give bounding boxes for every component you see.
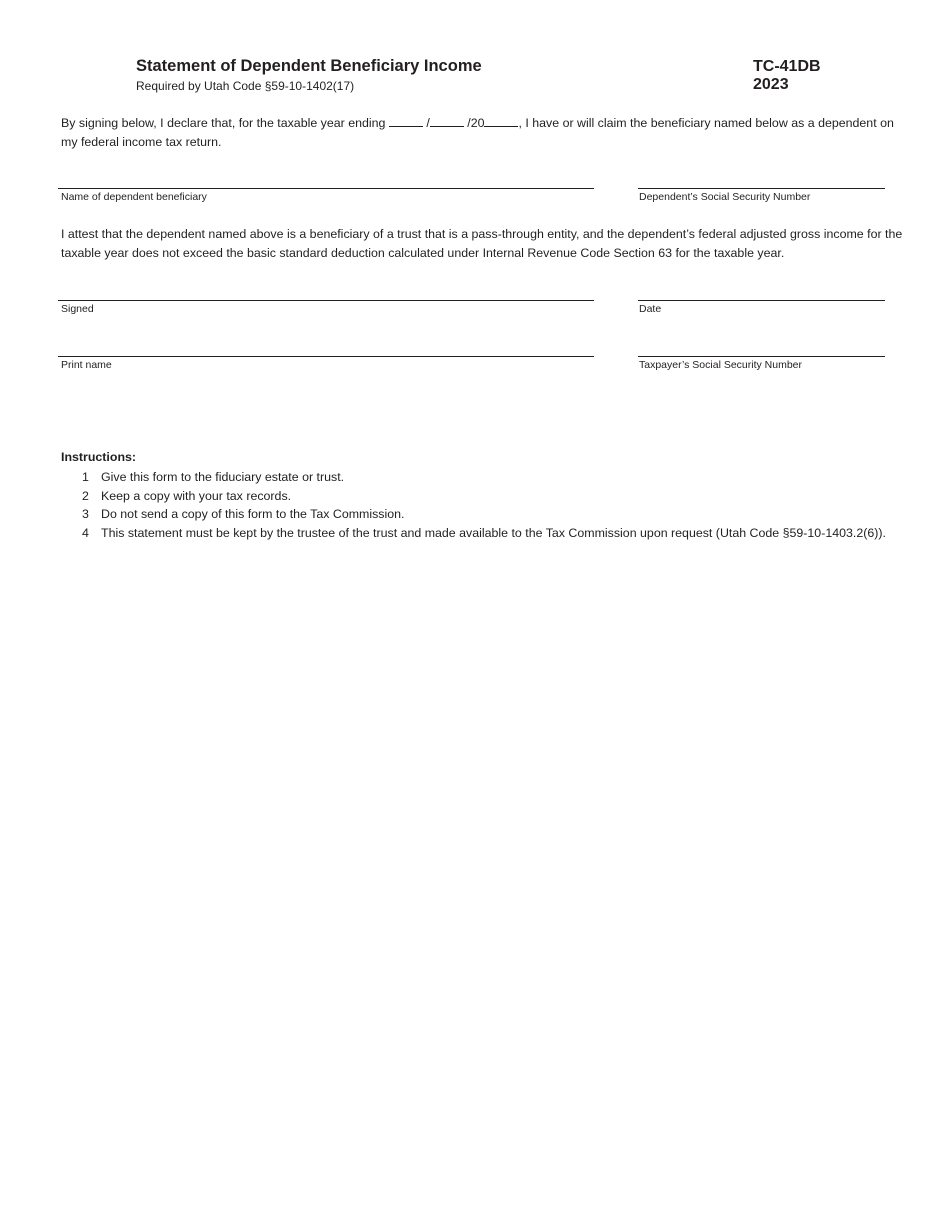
declaration-text-end: , I have or will claim the beneficiary named below as a dependent on my federal income tax return. bbox=[61, 116, 894, 149]
year-prefix: /20 bbox=[467, 116, 485, 130]
instruction-text: This statement must be kept by the trustee of the trust and made available to the Tax Commission upon request (Utah Code §59-10-1403.2(6)). bbox=[101, 525, 886, 540]
instructions-heading: Instructions: bbox=[61, 450, 137, 464]
print-name-label: Print name bbox=[61, 359, 112, 371]
instruction-number: 2 bbox=[82, 488, 89, 503]
beneficiary-name-label: Name of dependent beneficiary bbox=[61, 191, 207, 203]
form-year: 2023 bbox=[753, 76, 789, 93]
print-name-field[interactable] bbox=[58, 356, 594, 357]
dependent-ssn-label: Dependent’s Social Security Number bbox=[639, 191, 811, 203]
form-number: TC-41DB bbox=[753, 58, 821, 75]
instruction-number: 3 bbox=[82, 507, 89, 521]
taxpayer-ssn-field[interactable] bbox=[638, 356, 885, 357]
instruction-item bbox=[82, 524, 886, 543]
instruction-text: Do not send a copy of this form to the Tax Commission. bbox=[101, 507, 405, 521]
declaration-text-start: By signing below, I declare that, for the taxable year ending bbox=[61, 116, 386, 130]
attestation-paragraph: I attest that the dependent named above is a beneficiary of a trust that is a pass-through entity, and the dependent’s federal adjusted gross income for the taxable year does not exceed the basic standard deduction calculated under Internal Revenue Code Section 63 for the taxable year. bbox=[61, 227, 903, 260]
month-blank[interactable] bbox=[389, 114, 423, 127]
dependent-ssn-field[interactable] bbox=[638, 188, 885, 189]
date-separator: / bbox=[426, 116, 430, 130]
beneficiary-name-field[interactable] bbox=[58, 188, 594, 189]
instruction-number: 4 bbox=[82, 525, 89, 540]
instruction-item bbox=[82, 468, 886, 487]
declaration-paragraph bbox=[61, 114, 906, 151]
instructions-list bbox=[82, 468, 886, 542]
instruction-number: 1 bbox=[82, 470, 89, 484]
date-field[interactable] bbox=[638, 300, 885, 301]
signed-label: Signed bbox=[61, 303, 94, 315]
instruction-item bbox=[82, 505, 886, 524]
instruction-item bbox=[82, 487, 886, 506]
form-title: Statement of Dependent Beneficiary Income bbox=[136, 57, 482, 75]
year-blank[interactable] bbox=[484, 114, 518, 127]
day-blank[interactable] bbox=[430, 114, 464, 127]
instruction-text: Keep a copy with your tax records. bbox=[101, 488, 292, 503]
instruction-text: Give this form to the fiduciary estate or trust. bbox=[101, 470, 345, 484]
form-subtitle: Required by Utah Code §59-10-1402(17) bbox=[136, 79, 355, 93]
date-label: Date bbox=[639, 303, 662, 315]
signature-field[interactable] bbox=[58, 300, 594, 301]
taxpayer-ssn-label: Taxpayer’s Social Security Number bbox=[639, 359, 803, 371]
